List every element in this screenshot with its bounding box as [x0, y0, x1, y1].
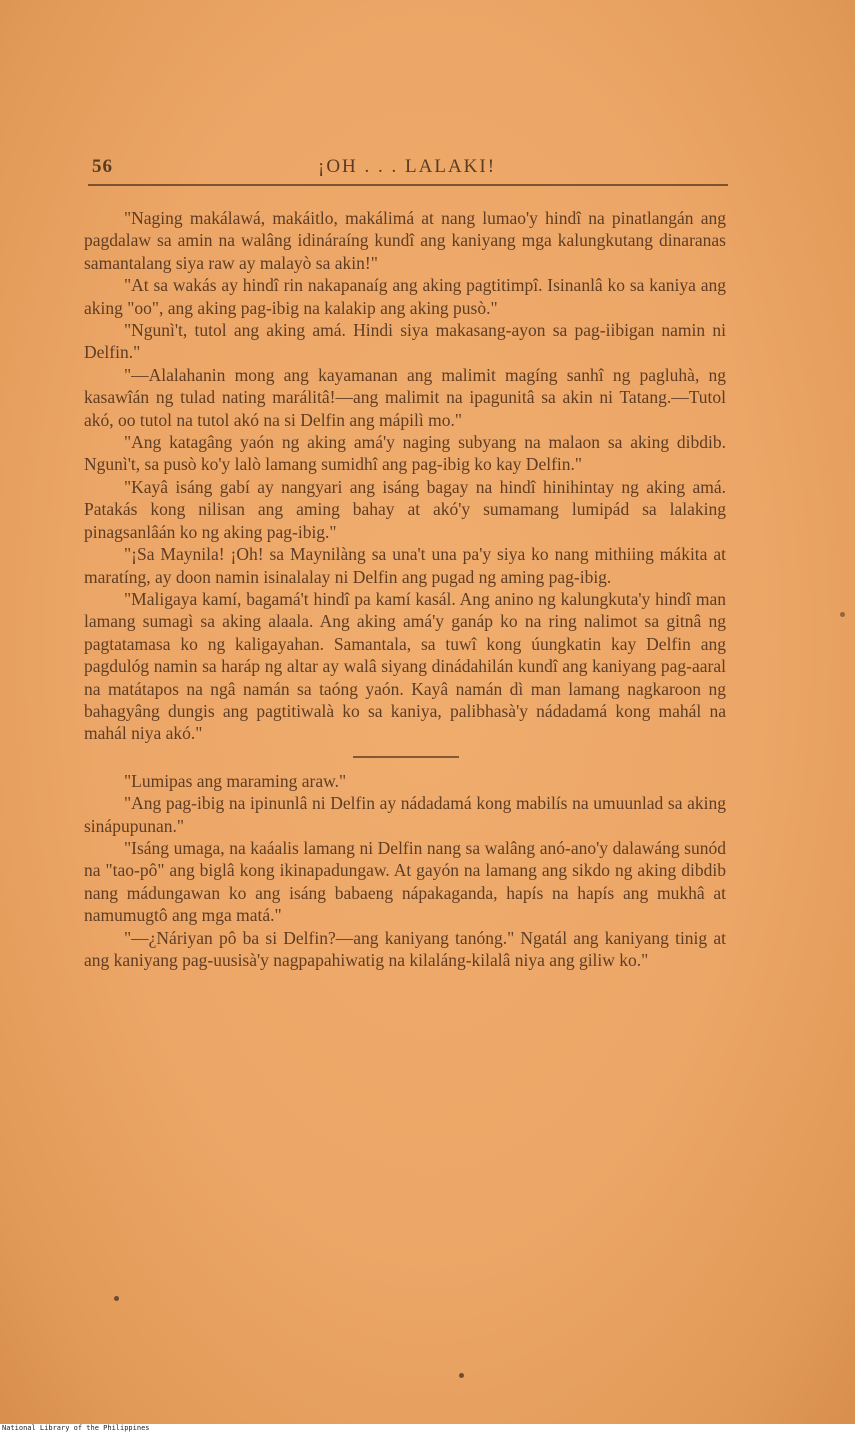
body-text	[84, 207, 726, 971]
paragraph: "Kayâ isáng gabí ay nangyari ang isáng bagay na hindî hinihintay ng aking amá. Patakás kong nilisan ang aming bahay at akó'y sumamang lumipád sa lalaking pinagsanlâán ko ng aking pag-ibig."	[84, 476, 726, 542]
header-rule	[88, 184, 728, 186]
page-header	[92, 150, 728, 180]
paragraph: "Isáng umaga, na kaáalis lamang ni Delfin nang sa walâng anó-ano'y dalawáng sunód na "tao-pô" ang biglâ kong ikinapadungaw. At gayón na lamang ang sikdo ng aking dibdib nang mádungawan ko ang isáng babaeng nápakaganda, hapís na hapís ang mukhâ at namumugtô ang mga matá."	[84, 837, 726, 926]
running-title: ¡OH . . . LALAKI!	[318, 156, 497, 177]
section-divider	[353, 756, 459, 758]
page-number: 56	[92, 156, 113, 177]
paragraph: "—Alalahanin mong ang kayamanan ang malimit magíng sanhî ng pagluhà, ng kasawîán ng tulad nating marálitâ!—ang malimit na ipagunitâ sa akin ni Tatang.—Tutol akó, oo tutol na tutol akó na si Delfin ang mápilì mo."	[84, 364, 726, 430]
paragraph: "Naging makálawá, makáitlo, makálimá at nang lumao'y hindî na pinatlangán ang pagdalaw sa amin na walâng idináraíng kundî ang kaniyang mga kalungkutang dinaranas samantalang siya raw ay malayò sa akin!"	[84, 208, 726, 273]
paragraph: "Ngunì't, tutol ang aking amá. Hindi siya makasang-ayon sa pag-iibigan namin ni Delfin."	[84, 320, 726, 363]
paragraph: "—¿Náriyan pô ba si Delfin?—ang kaniyang tanóng." Ngatál ang kaniyang tinig at ang kaniyang pag-uusisà'y nagpapahiwatig na kilaláng-kilalâ niya ang giliw ko."	[84, 927, 726, 970]
paper-speck	[459, 1373, 464, 1378]
paragraph: "At sa wakás ay hindî rin nakapanaíg ang aking pagtitimpî. Isinanlâ ko sa kaniya ang aking "oo", ang aking pag-ibig na kalakip ang aking pusò."	[84, 275, 726, 318]
paragraph: "Ang pag-ibig na ipinunlâ ni Delfin ay nádadamá kong mabilís na umuunlad sa aking sinápupunan."	[84, 793, 726, 836]
paragraph: "Lumipas ang maraming araw."	[124, 770, 347, 791]
paper-speck	[114, 1296, 119, 1301]
paper-speck	[840, 612, 845, 617]
library-stamp: National Library of the Philippines	[2, 1424, 150, 1432]
paragraph: "Ang katagâng yaón ng aking amá'y naging subyang na malaon sa aking dibdib. Ngunì't, sa pusò ko'y lalò lamang sumidhî ang pag-ibig ko kay Delfin."	[84, 432, 726, 475]
paragraph: "Maligaya kamí, bagamá't hindî pa kamí kasál. Ang anino ng kalungkuta'y hindî man lamang sumagì sa aking alaala. Ang aking amá'y ganáp ko na ring nalimot sa gitnâ ng pagtatamasa ko ng kaligayahan. Samantala, sa tuwî kong úungkatin kay Delfin ang pagdulóg namin sa haráp ng altar ay walâ siyang dinádahilán kundî ang kaniyang pag-aaral na matátapos na ngâ namán sa taóng yaón. Kayâ namán dì man lamang nagkaroon ng bahagyâng dungis ang pagtitiwalà ko sa kaniya, palibhasà'y nádadamá kong mahál na mahál niya akó."	[84, 588, 726, 744]
paragraph: "¡Sa Maynila! ¡Oh! sa Maynilàng sa una't una pa'y siya ko nang mithiing mákita at maratíng, ay doon namin isinalalay ni Delfin ang pugad ng aming pag-ibig.	[84, 544, 726, 587]
